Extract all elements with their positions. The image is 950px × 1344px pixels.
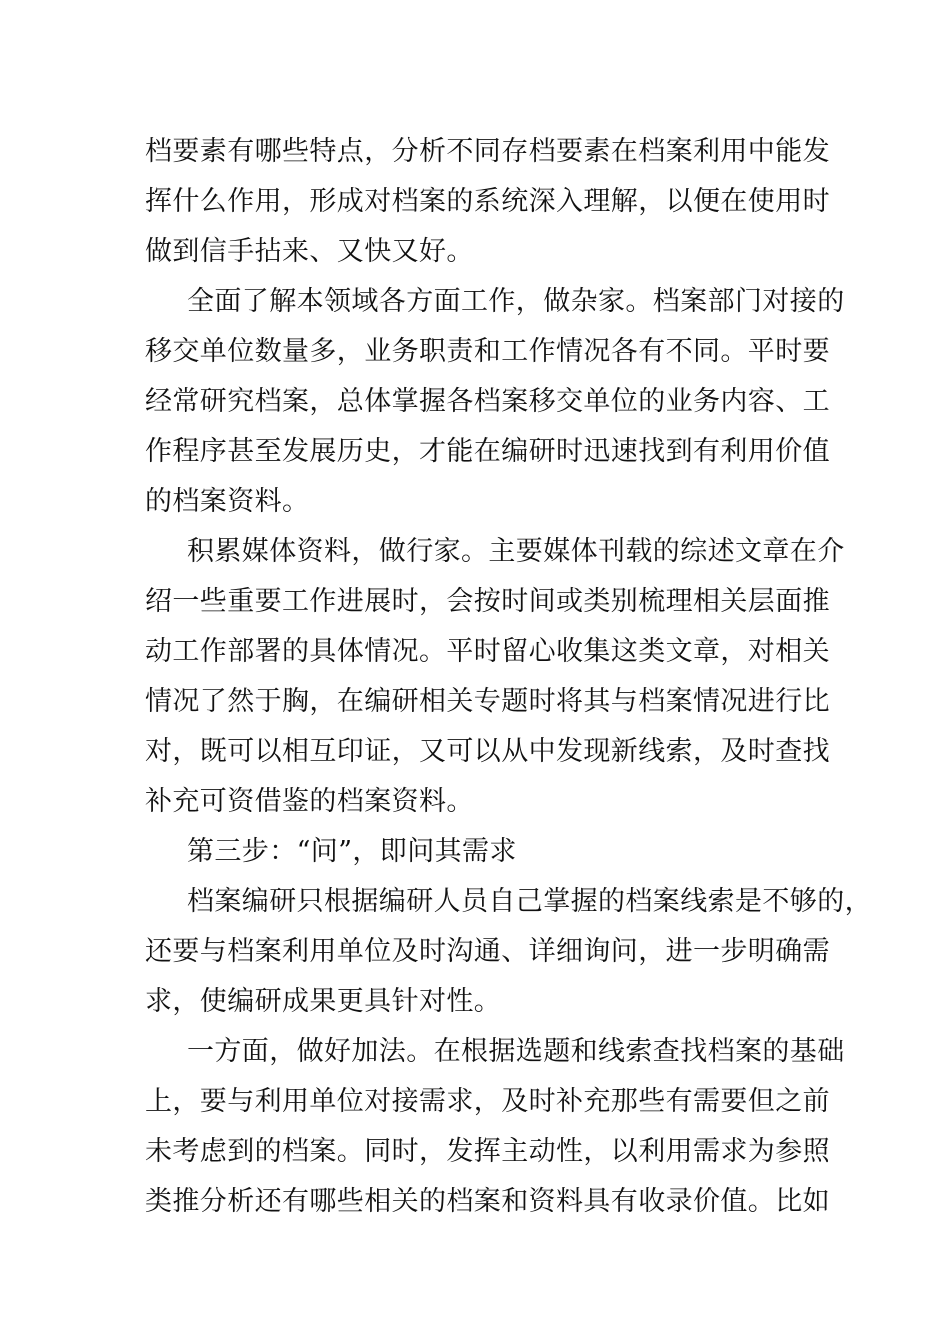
paragraph-first-line: 一方面，做好加法。在根据选题和线索查找档案的基础 [187, 1036, 845, 1067]
text-line: 补充可资借鉴的档案资料。 [145, 786, 474, 817]
text-line: 绍一些重要工作进展时，会按时间或类别梳理相关层面推 [145, 586, 830, 617]
text-line: 未考虑到的档案。同时，发挥主动性，以利用需求为参照 [145, 1136, 830, 1167]
text-line: 经常研究档案，总体掌握各档案移交单位的业务内容、工 [145, 386, 830, 417]
text-line: 移交单位数量多，业务职责和工作情况各有不同。平时要 [145, 336, 830, 367]
text-line: 档要素有哪些特点，分析不同存档要素在档案利用中能发 [145, 136, 830, 167]
paragraph-first-line: 档案编研只根据编研人员自己掌握的档案线索是不够的， [187, 886, 872, 917]
section-heading: 第三步：“问”，即问其需求 [187, 836, 517, 867]
text-line: 挥什么作用，形成对档案的系统深入理解，以便在使用时 [145, 186, 830, 217]
text-line: 对，既可以相互印证，又可以从中发现新线索，及时查找 [145, 736, 830, 767]
text-line: 情况了然于胸，在编研相关专题时将其与档案情况进行比 [145, 686, 830, 717]
paragraph-first-line: 全面了解本领域各方面工作，做杂家。档案部门对接的 [187, 286, 845, 317]
text-line: 做到信手拈来、又快又好。 [145, 236, 474, 267]
paragraph-first-line: 积累媒体资料，做行家。主要媒体刊载的综述文章在介 [187, 536, 845, 567]
text-line: 动工作部署的具体情况。平时留心收集这类文章，对相关 [145, 636, 830, 667]
text-line: 求，使编研成果更具针对性。 [145, 986, 502, 1017]
text-line: 还要与档案利用单位及时沟通、详细询问，进一步明确需 [145, 936, 830, 967]
text-line: 的档案资料。 [145, 486, 310, 517]
text-line: 上，要与利用单位对接需求，及时补充那些有需要但之前 [145, 1086, 830, 1117]
text-line: 作程序甚至发展历史，才能在编研时迅速找到有利用价值 [145, 436, 830, 467]
text-line: 类推分析还有哪些相关的档案和资料具有收录价值。比如 [145, 1186, 830, 1217]
